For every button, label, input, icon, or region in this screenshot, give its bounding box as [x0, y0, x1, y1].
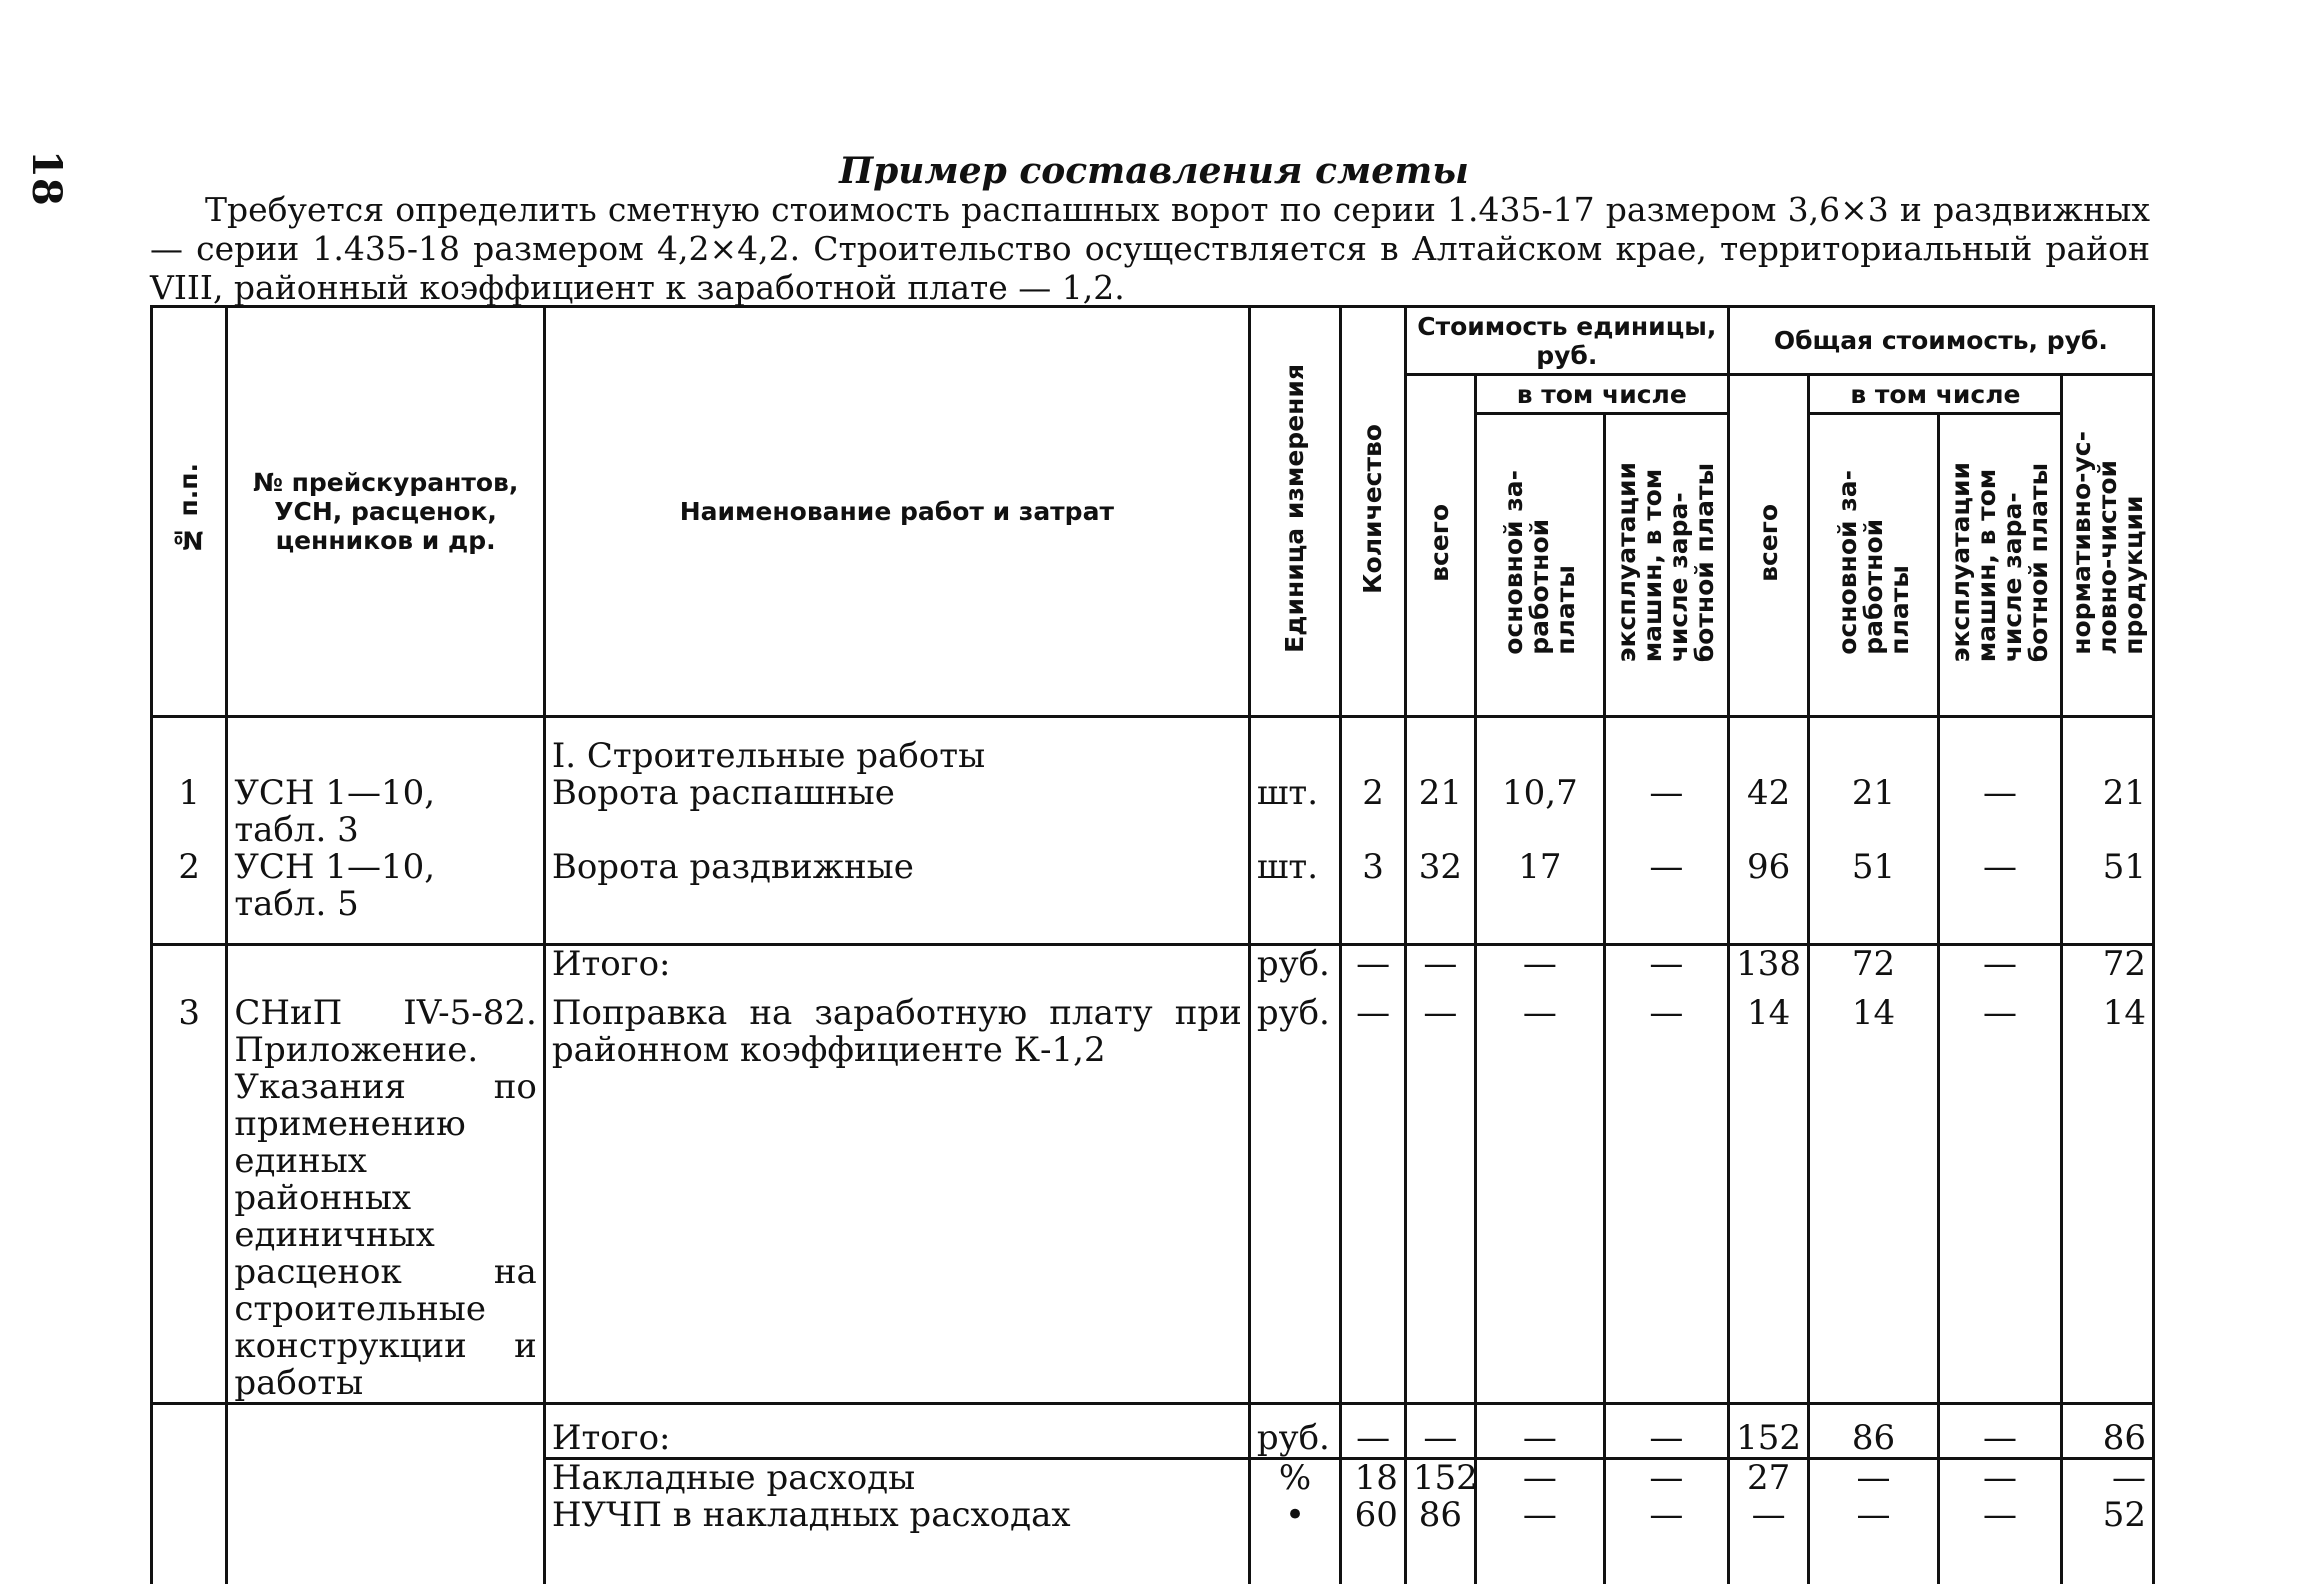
- header-total-cost: Общая стоимость, руб.: [1728, 307, 2153, 375]
- header-name: Наименование работ и затрат: [544, 307, 1249, 717]
- subtotal-row: Итого: руб. — — — — 138 72 — 72: [152, 945, 2154, 995]
- header-unit-mach: эксплуатации машин, в том числе зара- ботной платы: [1604, 414, 1728, 717]
- subtotal-row: Итого: руб. — — — — 152 86 — 86: [152, 1403, 2154, 1458]
- header-unit: Единица измерения: [1249, 307, 1340, 717]
- section-row: [152, 738, 2154, 775]
- estimate-table: [150, 305, 2155, 1584]
- page-number: 18: [23, 150, 70, 206]
- page-title: Пример составления сметы: [839, 150, 1469, 192]
- header-code: № прейскурантов, УСН, расценок, ценников и др.: [227, 307, 545, 717]
- header-unit-wage: основной за- работной платы: [1475, 414, 1604, 717]
- header-unit-cost: Стоимость единицы, руб.: [1405, 307, 1728, 375]
- overhead-row: Накладные расходы % 18 152 — — 27 — — —: [152, 1458, 2154, 1497]
- intro-paragraph: Требуется определить сметную стоимость распашных ворот по серии 1.435-17 размером 3,6×3 и раздвижных — серии 1.435-18 размером 4,2×4,2. Строительство осуществляется в Алтайском крае, территориальный район VIII, районный коэффициент к заработной плате — 1,2.: [150, 190, 2150, 307]
- header-total-wage: основной за- работной платы: [1809, 414, 1938, 717]
- header-total-incl: в том числе: [1809, 375, 2062, 414]
- header-total-mach: эксплуатации машин, в том числе зара- ботной платы: [1938, 414, 2062, 717]
- npp-overhead-row: НУЧП в накладных расходах • 60 86 — — — — — 52: [152, 1497, 2154, 1534]
- table-row: 3 СНиП IV-5-82. Приложение. Указания по применению единых районных единичных расценок на строительные конструкции и работы Поправка на заработную плату при районном коэффициенте К-1,2 руб. — — — — 14 14 — 14: [152, 995, 2154, 1404]
- section-title: I. Строительные работы: [544, 738, 1249, 775]
- header-npp: нормативно-ус- ловно-чистой продукции: [2062, 375, 2154, 717]
- header-num: № п.п.: [152, 307, 227, 717]
- header-total-all: всего: [1728, 375, 1809, 717]
- header-unit-all: всего: [1405, 375, 1475, 717]
- header-unit-incl: в том числе: [1475, 375, 1728, 414]
- header-qty: Количество: [1341, 307, 1406, 717]
- table-row: 2 УСН 1—10, табл. 5 Ворота раздвижные шт. 3 32 17 — 96 51 — 51: [152, 849, 2154, 923]
- table-row: 1 УСН 1—10, табл. 3 Ворота распашные шт. 2 21 10,7 — 42 21 — 21: [152, 775, 2154, 849]
